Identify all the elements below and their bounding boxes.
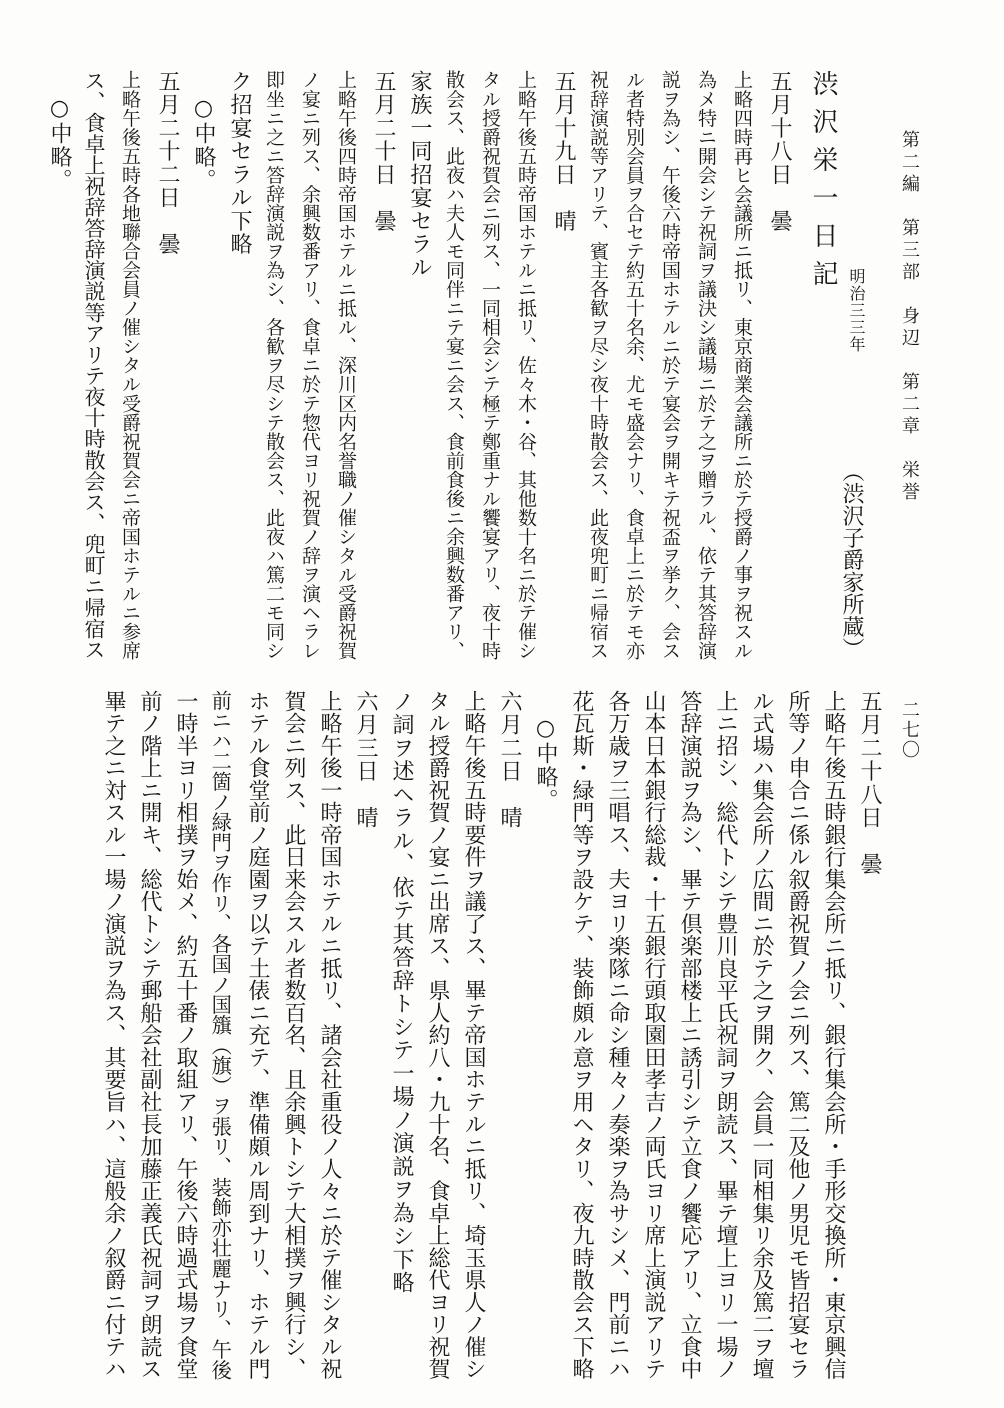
bottom-line-19: 前ニハ二箇ノ緑門ヲ作リ、各国ノ国籏（旗）ヲ張リ、装飾亦壮麗ナリ、午後 [208,690,233,1380]
top-line-7: 五月十九日 晴 [551,70,576,233]
bottom-line-20: 一時半ヨリ相撲ヲ始メ、約五十番ノ取組アリ、午後六時過式場ヲ食堂 [173,690,198,1380]
bottom-line-14: ノ詞ヲ述ヘラル、依テ其答辞トシテ一場ノ演説ヲ為シ下略 [389,690,414,1295]
top-line-14: ノ宴ニ列ス、余興数番アリ、食卓ニ於テ惣代ヨリ祝賀ノ辞ヲ演ヘラレ [299,70,322,660]
bottom-line-4: ル式場ハ集会所ノ広間ニ於テ之ヲ開ク、会員一同相集リ余及篤二ヲ壇 [749,690,774,1380]
bottom-line-7: 山本日本銀行総裁・十五銀行頭取園田孝吉ノ両氏ヨリ席上演説アリテ [641,690,666,1380]
top-line-2: 上略四時再ヒ会議所ニ抵リ、東京商業会議所ニ於テ授爵ノ事ヲ祝スル [731,70,754,660]
top-line-20: ス、食卓上祝辞答辞演説等アリテ夜十時散会ス、兜町ニ帰宿ス [82,70,108,660]
bottom-line-18: ホテル食堂前ノ庭園ヲ以テ土俵ニ充テ、準備頗ル周到ナリ、ホテル門 [245,690,270,1380]
top-line-4: 説ヲ為シ、午後六時帝国ホテルニ於テ宴会ヲ開キテ祝盃ヲ挙ク、会ス [659,70,682,660]
top-line-1: 五月十八日 曇 [767,70,792,233]
top-line-5: ル者特別会員ヲ合セテ約五十名余、尤モ盛会ナリ、食卓上ニ於テモ亦 [623,70,646,660]
top-line-17: ○中略。 [191,96,216,192]
top-line-10: 散会ス、此夜ハ夫人モ同伴ニテ宴ニ会ス、食前食後ニ余興数番アリ、 [443,70,466,660]
running-header: 第二編 第三部 身辺 第二章 栄誉 [899,130,920,504]
top-line-16: ク招宴セラル下略 [227,70,252,256]
top-line-12: 五月二十日 曇 [371,70,396,233]
bottom-line-1: 五月二十八日 曇 [857,690,882,876]
page-number: 二七〇 [899,700,920,760]
bottom-line-2: 上略午後五時銀行集会所ニ抵リ、銀行集会所・手形交換所・東京興信 [821,690,846,1380]
bottom-line-12: 上略午後五時要件ヲ議了ス、畢テ帝国ホテルニ抵リ、埼玉県人ノ催シ [461,690,486,1380]
bottom-line-6: 答辞演説ヲ為シ、畢テ倶楽部楼上ニ誘引シテ立食ノ饗応アリ、立食中 [677,690,702,1380]
top-line-18: 五月二十二日 曇 [155,70,180,256]
bottom-line-21: 前ノ階上ニ開キ、総代トシテ郵船会社副社長加藤正義氏祝詞ヲ朗読ス [137,690,162,1380]
top-line-13: 上略午後四時帝国ホテルニ抵ル、深川区内名誉職ノ催シタル受爵祝賀 [335,70,358,660]
top-line-8: 上略午後五時帝国ホテルニ抵リ、佐々木・谷、其他数十名ニ於テ催シ [515,70,538,660]
top-line-11: 家族一同招宴セラル [407,70,432,280]
top-line-19: 上略午後五時各地聯合会員ノ催シタル受爵祝賀会ニ帝国ホテルニ参席 [119,70,142,660]
top-line-6: 祝辞演説等アリテ、賓主各歓ヲ尽シ夜十時散会ス、此夜兜町ニ帰宿ス [587,70,610,660]
bottom-line-13: タル授爵祝賀ノ宴ニ出席ス、県人約八・九十名、食卓上総代ヨリ祝賀 [425,690,450,1380]
bottom-line-8: 各万歳ヲ三唱ス、夫ヨリ楽隊ニ命シ種々ノ奏楽ヲ為サシメ、門前ニハ [605,690,630,1380]
bottom-line-11: 六月二日 晴 [497,690,522,830]
top-line-9: タル授爵祝賀会ニ列ス、一同相会シテ極テ鄭重ナル饗宴アリ、夜十時 [479,70,502,660]
diary-year: 明治三三年 [847,268,866,353]
diary-source: （渋沢子爵家所蔵） [839,460,864,660]
bottom-line-17: 賀会ニ列ス、此日来会スル者数百名、且余興トシテ大相撲ヲ興行シ、 [281,690,306,1380]
diary-title: 渋沢栄一日記 [808,70,838,298]
bottom-line-3: 所等ノ申合ニ係ル叙爵祝賀ノ会ニ列ス、篤二及他ノ男児モ皆招宴セラ [785,690,810,1380]
bottom-line-22: 畢テ之ニ対スル一場ノ演説ヲ為ス、其要旨ハ、這般余ノ叙爵ニ付テハ [101,690,126,1380]
bottom-line-10: ○中略。 [533,716,558,812]
bottom-line-16: 上略午後一時帝国ホテルニ抵リ、諸会社重役ノ人々ニ於テ催シタル祝 [317,690,342,1380]
top-line-3: 為メ特ニ開会シテ祝詞ヲ議決シ議場ニ於テ之ヲ贈ラル、依テ其答辞演 [695,70,718,660]
bottom-line-9: 花瓦斯・緑門等ヲ設ケテ、装飾頗ル意ヲ用ヘタリ、夜九時散会ス下略 [569,690,594,1380]
top-line-21: ○中略。 [47,96,72,192]
bottom-line-5: 上ニ招シ、総代トシテ豊川良平氏祝詞ヲ朗読ス、畢テ壇上ヨリ一場ノ [713,690,738,1380]
top-line-15: 即坐ニ之ニ答辞演説ヲ為シ、各歓ヲ尽シテ散会ス、此夜ハ篤二モ同シ [263,70,286,660]
bottom-line-15: 六月三日 晴 [353,690,378,830]
